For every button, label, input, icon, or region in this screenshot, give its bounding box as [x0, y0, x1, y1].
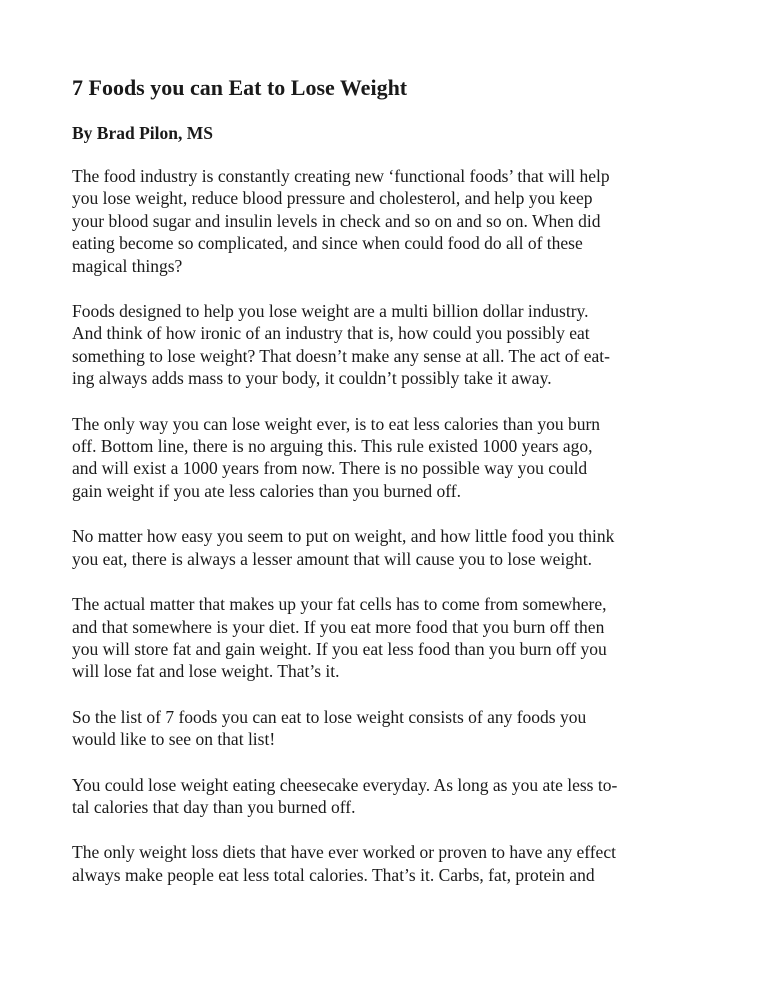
paragraph	[72, 593, 712, 683]
text-line: and will exist a 1000 years from now. There is no possible way you could	[72, 458, 588, 479]
document-title: 7 Foods you can Eat to Lose Weight	[72, 75, 408, 100]
paragraph	[72, 525, 712, 570]
text-line: So the list of 7 foods you can eat to lose weight consists of any foods you	[72, 706, 587, 727]
paragraph	[72, 165, 712, 277]
paragraph	[72, 841, 712, 886]
text-line: would like to see on that list!	[72, 729, 276, 750]
text-line: you lose weight, reduce blood pressure and cholesterol, and help you keep	[72, 188, 593, 209]
text-line: The only way you can lose weight ever, is to eat less calories than you burn	[72, 413, 601, 434]
text-line: will lose fat and lose weight. That’s it.	[72, 661, 340, 682]
text-line: and that somewhere is your diet. If you eat more food that you burn off then	[72, 616, 605, 637]
document-page	[72, 74, 712, 909]
text-line: your blood sugar and insulin levels in check and so on and so on. When did	[72, 210, 601, 231]
text-line: And think of how ironic of an industry that is, how could you possibly eat	[72, 323, 590, 344]
paragraph	[72, 706, 712, 751]
text-line: Foods designed to help you lose weight are a multi billion dollar industry.	[72, 301, 589, 322]
paragraph	[72, 413, 712, 503]
text-line: off. Bottom line, there is no arguing this. This rule existed 1000 years ago,	[72, 436, 593, 457]
paragraph	[72, 774, 712, 819]
paragraph	[72, 300, 712, 390]
text-line: you will store fat and gain weight. If you eat less food than you burn off you	[72, 638, 607, 659]
text-line: gain weight if you ate less calories than you burned off.	[72, 480, 461, 501]
text-line: You could lose weight eating cheesecake everyday. As long as you ate less to-	[72, 774, 618, 795]
text-line: eating become so complicated, and since when could food do all of these	[72, 233, 583, 254]
text-line: The food industry is constantly creating new ‘functional foods’ that will help	[72, 166, 610, 186]
text-line: ing always adds mass to your body, it couldn’t possibly take it away.	[72, 368, 552, 389]
text-line: tal calories that day than you burned off.	[72, 796, 356, 817]
text-line: something to lose weight? That doesn’t make any sense at all. The act of eat-	[72, 345, 610, 366]
text-line: always make people eat less total calories. That’s it. Carbs, fat, protein and	[72, 864, 595, 885]
text-line: you eat, there is always a lesser amount that will cause you to lose weight.	[72, 548, 593, 569]
author-byline: By Brad Pilon, MS	[72, 123, 213, 143]
text-line: No matter how easy you seem to put on weight, and how little food you think	[72, 526, 615, 547]
text-line: The only weight loss diets that have ever worked or proven to have any effect	[72, 842, 616, 863]
text-line: magical things?	[72, 255, 183, 276]
text-line: The actual matter that makes up your fat cells has to come from somewhere,	[72, 594, 607, 615]
